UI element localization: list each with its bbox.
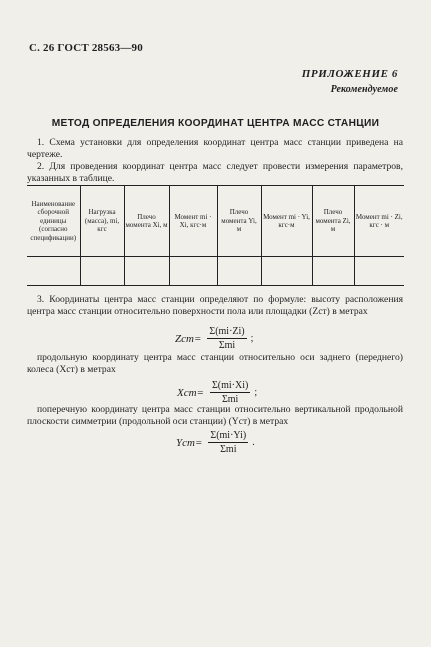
formula-x [177,380,257,405]
formula-y-fraction [208,430,248,455]
table-cell [124,257,169,286]
table-cell [169,257,217,286]
paragraph-5-text: поперечную координату центра масс станции относительно вертикальной продольной плоскости симметрии (продольной оси станции) (Yст) в метрах [27,404,403,427]
paragraph-2 [27,161,403,185]
paragraph-3 [27,294,403,318]
formula-z-denominator: Σmi [218,340,236,351]
table-header-cell: Нагрузка (масса), mi, кгс [80,186,124,257]
formula-z-numerator: Σ(mi·Zi) [209,326,245,337]
formula-z-fraction [207,326,246,351]
appendix-label: ПРИЛОЖЕНИЕ 6 [301,68,398,80]
paragraph-4 [27,352,403,376]
formula-y-numerator: Σ(mi·Yi) [210,430,247,441]
table-cell [312,257,354,286]
table-cell [27,257,80,286]
table-header-cell: Плечо момента Zi, м [312,186,354,257]
formula-x-lhs: Xст= [177,386,204,399]
section-title: МЕТОД ОПРЕДЕЛЕНИЯ КООРДИНАТ ЦЕНТРА МАСС СТАНЦИИ [51,118,380,129]
appendix-block [302,66,398,98]
table-cell [261,257,312,286]
table-cell [354,257,404,286]
table-row [27,257,404,286]
page-header: С. 26 ГОСТ 28563—90 [29,42,143,54]
formula-y-lhs: Yст= [176,436,203,449]
paragraph-1 [27,137,403,161]
formula-z-lhs: Zст= [175,332,202,345]
formula-y-end: . [252,437,255,448]
formula-z-end: ; [250,333,254,344]
table-header-cell: Момент mi · Zi, кгс · м [354,186,404,257]
paragraph-4-text: продольную координату центра масс станции относительно оси заднего (переднего) колеса (Xст) в метрах [27,352,403,375]
formula-x-end: ; [254,387,258,398]
table-cell [80,257,124,286]
table-header-cell: Плечо момента Xi, м [124,186,169,257]
table-header-cell: Наименование сборочной единицы (согласно спецификации) [27,186,80,257]
paragraph-1-text: 1. Схема установки для определения координат центра масс станции приведена на чертеже. [27,137,403,160]
paragraph-5 [27,404,403,428]
table-header-cell: Момент mi · Yi, кгс·м [261,186,312,257]
formula-x-numerator: Σ(mi·Xi) [211,380,249,391]
formula-y-denominator: Σmi [220,444,237,455]
table-cell [217,257,261,286]
appendix-status: Рекомендуемое [330,84,398,95]
paragraph-3-text: 3. Координаты центра масс станции определяют по формуле: высоту расположения центра масс станции относительно поверхности пола или площадки (Zст) в метрах [27,294,403,317]
formula-z [175,326,253,351]
formula-x-fraction [210,380,250,405]
formula-y [176,430,255,455]
paragraph-2-text: 2. Для проведения координат центра масс следует провести измерения параметров, указанных в таблице. [27,161,403,184]
measurement-table [27,185,404,286]
table-header-cell: Плечо момента Yi, м [217,186,261,257]
table-header-row [27,186,404,257]
formula-x-denominator: Σmi [221,394,239,405]
table-header-cell: Момент mi · Xi, кгс·м [169,186,217,257]
